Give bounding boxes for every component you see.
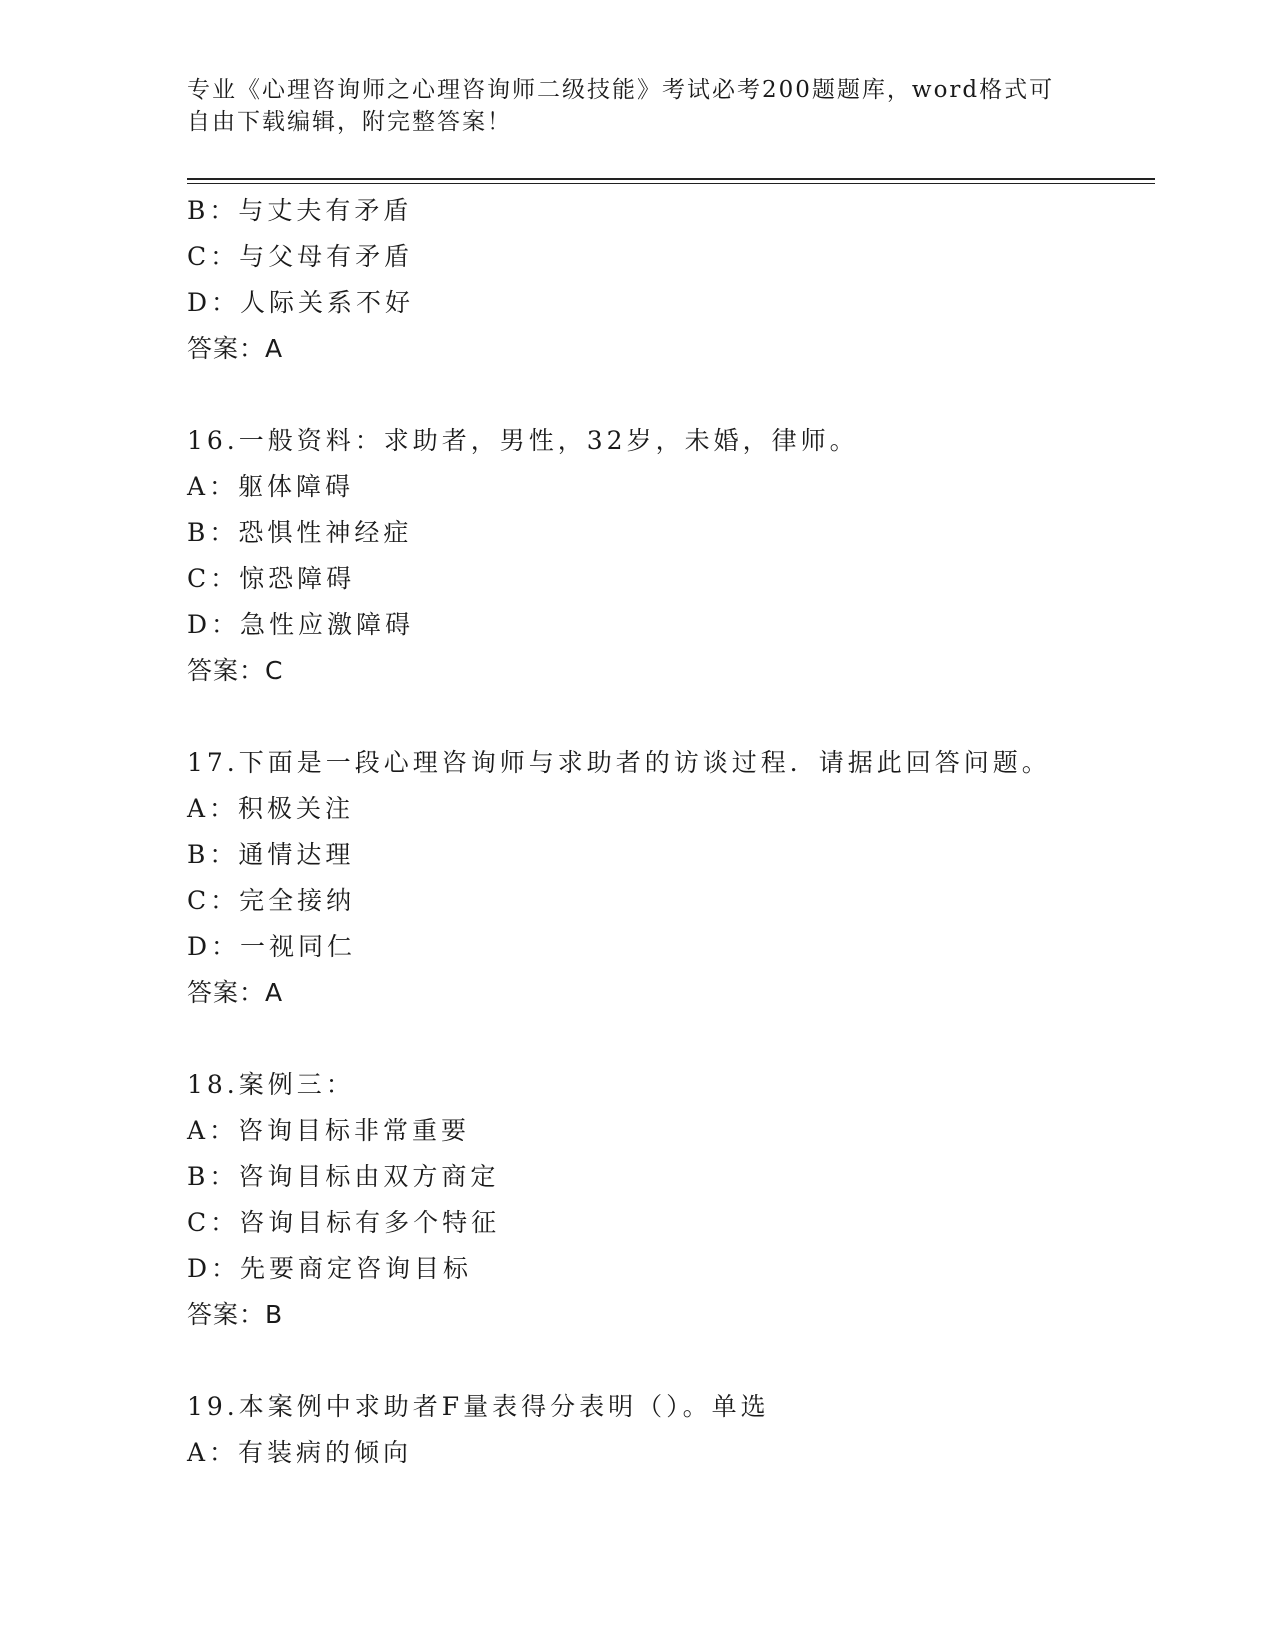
option-c: C：咨询目标有多个特征 [187, 1208, 501, 1237]
option-a: A：积极关注 [187, 794, 355, 823]
question-18 [187, 1062, 1155, 1338]
option-d: D：先要商定咨询目标 [187, 1254, 473, 1283]
answer-line: 答案：B [187, 1300, 284, 1329]
question-stem: 18.案例三： [187, 1070, 355, 1099]
question-16 [187, 418, 1155, 694]
question-content [187, 188, 1155, 1476]
option-a: A：咨询目标非常重要 [187, 1116, 471, 1145]
option-d: D：急性应激障碍 [187, 610, 415, 639]
question-stem: 17.下面是一段心理咨询师与求助者的访谈过程．请据此回答问题。 [187, 748, 1051, 777]
option-d: D：人际关系不好 [187, 288, 415, 317]
answer-line: 答案：C [187, 656, 284, 685]
question-17 [187, 740, 1155, 1016]
document-header: 专业《心理咨询师之心理咨询师二级技能》考试必考200题题库，word格式可自由下载编辑，附完整答案！ [187, 77, 1055, 135]
question-19 [187, 1384, 1155, 1476]
question-stem: 16.一般资料：求助者，男性，32岁，未婚，律师。 [187, 426, 859, 455]
option-c: C：与父母有矛盾 [187, 242, 414, 271]
option-a: A：躯体障碍 [187, 472, 355, 501]
option-d: D：一视同仁 [187, 932, 357, 961]
answer-line: 答案：A [187, 334, 284, 363]
header-divider-thick [187, 178, 1155, 180]
option-b: B：通情达理 [187, 840, 355, 869]
header-divider-thin [187, 183, 1155, 184]
question-stem: 19.本案例中求助者F量表得分表明（）。单选 [187, 1392, 770, 1421]
continued-question [187, 188, 1155, 372]
answer-line: 答案：A [187, 978, 284, 1007]
option-c: C：惊恐障碍 [187, 564, 356, 593]
option-b: B：咨询目标由双方商定 [187, 1162, 500, 1191]
option-b: B：与丈夫有矛盾 [187, 196, 413, 225]
option-b: B：恐惧性神经症 [187, 518, 413, 547]
option-c: C：完全接纳 [187, 886, 356, 915]
option-a: A：有装病的倾向 [187, 1438, 413, 1467]
